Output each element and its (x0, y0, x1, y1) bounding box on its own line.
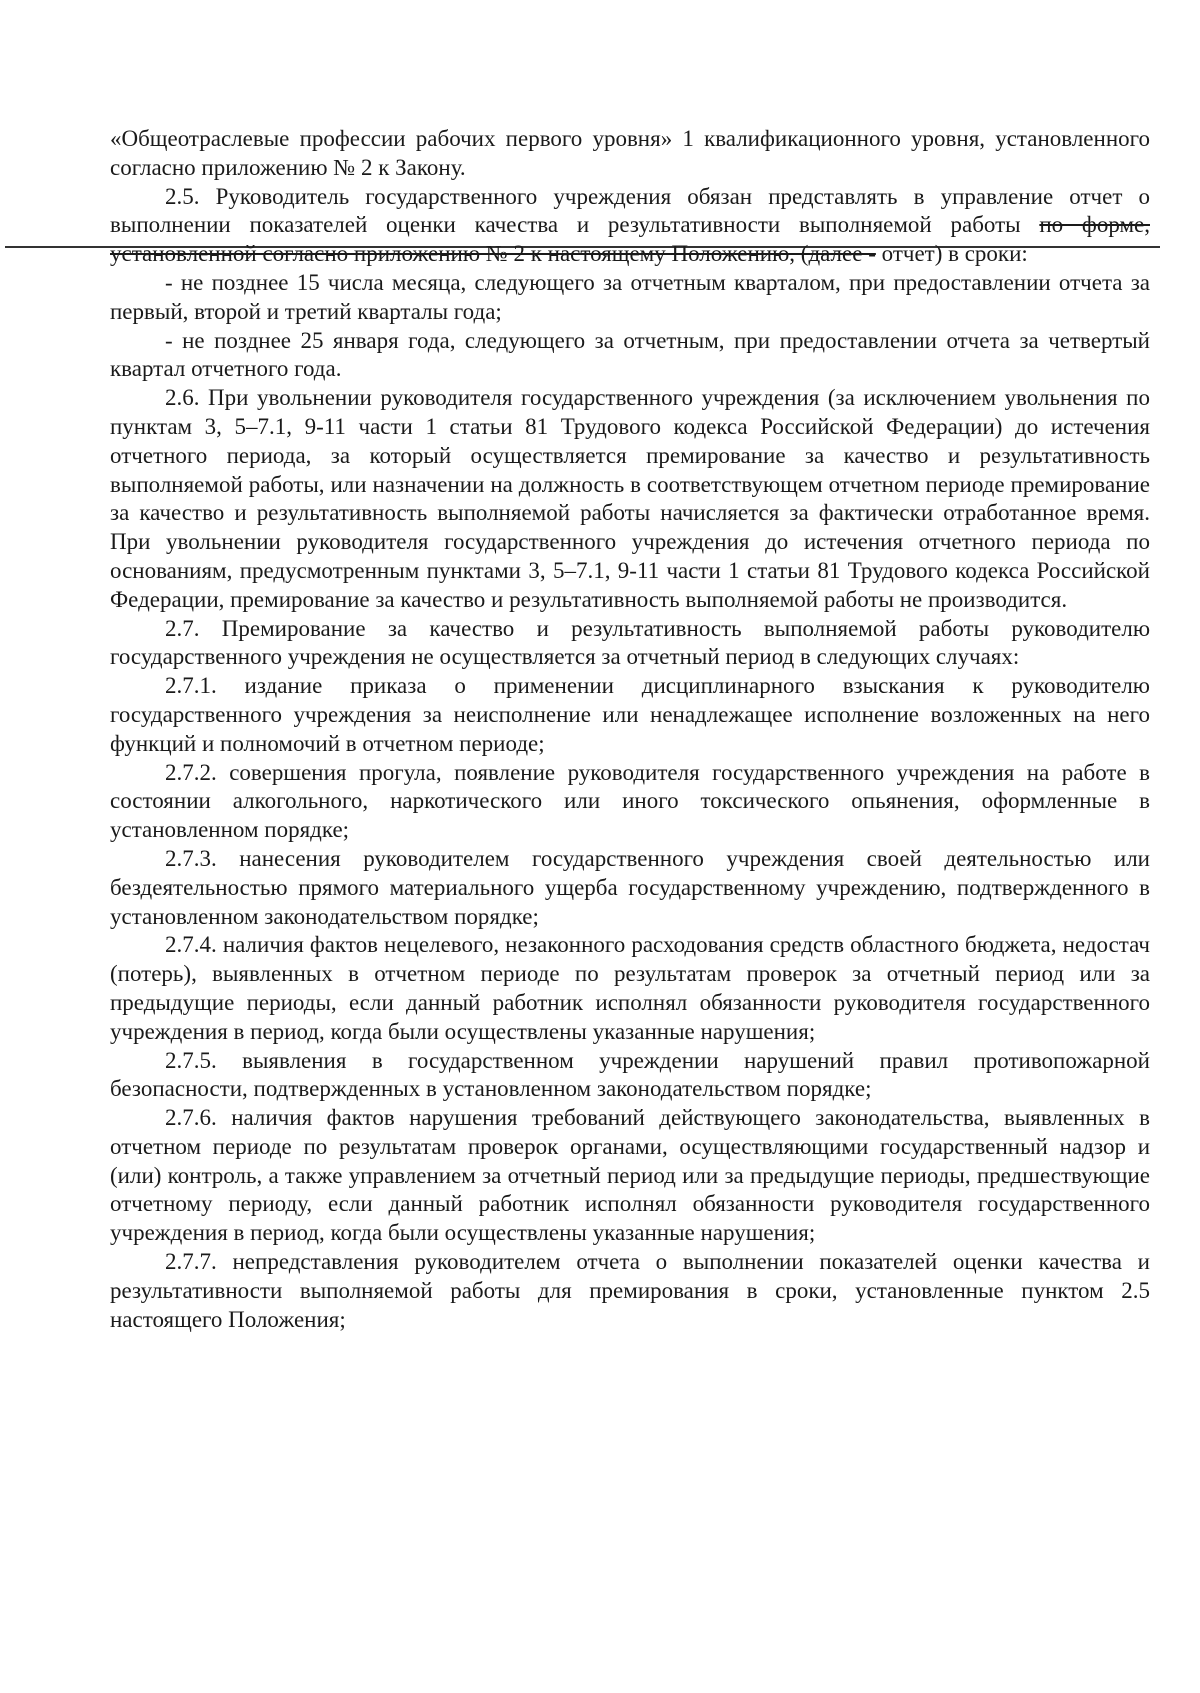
paragraph-2-5 (110, 183, 1150, 269)
paragraph-2-7: 2.7. Премирование за качество и результативность выполняемой работы руководителю государственного учреждения не осуществляется за отчетный период в следующих случаях: (110, 615, 1150, 670)
paragraph-intro-continuation: «Общеотраслевые профессии рабочих первого уровня» 1 квалификационного уровня, установленного согласно приложению № 2 к Закону. (110, 126, 1150, 180)
paragraph-2-7-3: 2.7.3. нанесения руководителем государственного учреждения своей деятельностью или бездеятельностью прямого материального ущерба государственному учреждению, подтвержденного в установленном законодательством порядке; (110, 845, 1150, 929)
paragraph-2-6: 2.6. При увольнении руководителя государственного учреждения (за исключением увольнения по пунктам 3, 5–7.1, 9-11 части 1 статьи 81 Трудового кодекса Российской Федерации) до истечения отчетного периода, за который осуществляется премирование за качество и результативность выполняемой работы, или назначении на должность в соответствующем отчетном периоде премирование за качество и результативность выполняемой работы начисляется за фактически отработанное время. При увольнении руководителя государственного учреждения до истечения отчетного периода по основаниям, предусмотренным пунктами 3, 5–7.1, 9-11 части 1 статьи 81 Трудового кодекса Российской Федерации, премирование за качество и результативность выполняемой работы не производится. (110, 385, 1150, 612)
document-body (110, 125, 1150, 1334)
paragraph-2-7-1: 2.7.1. издание приказа о применении дисциплинарного взыскания к руководителю государственного учреждения за неисполнение или ненадлежащее исполнение возложенных на него функций и полномочий в отчетном периоде; (110, 673, 1150, 756)
struck-text: по форме, установленной согласно приложению № 2 к настоящему Положению, (далее - (110, 212, 1150, 267)
list-item-deadline-quarterly: - не позднее 15 числа месяца, следующего за отчетным кварталом, при предоставлении отчета за первый, второй и третий кварталы года; (110, 269, 1150, 324)
paragraph-2-5-text-after: отчет) в сроки: (875, 241, 1028, 267)
paragraph-2-5-text: 2.5. Руководитель государственного учреждения обязан представлять в управление отчет о выполнении показателей оценки качества и результативности выполняемой работы (110, 183, 1150, 238)
paragraph-2-7-5: 2.7.5. выявления в государственном учреждении нарушений правил противопожарной безопасности, подтвержденных в установленном законодательством порядке; (110, 1047, 1150, 1102)
paragraph-2-7-2: 2.7.2. совершения прогула, появление руководителя государственного учреждения на работе в состоянии алкогольного, наркотического или иного токсического опьянения, оформленные в установленном порядке; (110, 759, 1150, 843)
paragraph-2-7-7: 2.7.7. непредставления руководителем отчета о выполнении показателей оценки качества и результативности выполняемой работы для премирования в сроки, установленные пунктом 2.5 настоящего Положения; (110, 1249, 1150, 1332)
paragraph-2-7-4: 2.7.4. наличия фактов нецелевого, незаконного расходования средств областного бюджета, недостач (потерь), выявленных в отчетном периоде по результатам проверок за отчетный период или за предыдущие периоды, если данный работник исполнял обязанности руководителя государственного учреждения в период, когда были осуществлены указанные нарушения; (110, 932, 1150, 1044)
list-item-deadline-annual: - не позднее 25 января года, следующего за отчетным, при предоставлении отчета за четвертый квартал отчетного года. (110, 327, 1150, 382)
paragraph-2-7-6: 2.7.6. наличия фактов нарушения требований действующего законодательства, выявленных в отчетном периоде по результатам проверок органами, осуществляющими государственный надзор и (или) контроль, а также управлением за отчетный период или за предыдущие периоды, предшествующие отчетному периоду, если данный работник исполнял обязанности руководителя государственного учреждения в период, когда были осуществлены указанные нарушения; (110, 1105, 1150, 1246)
